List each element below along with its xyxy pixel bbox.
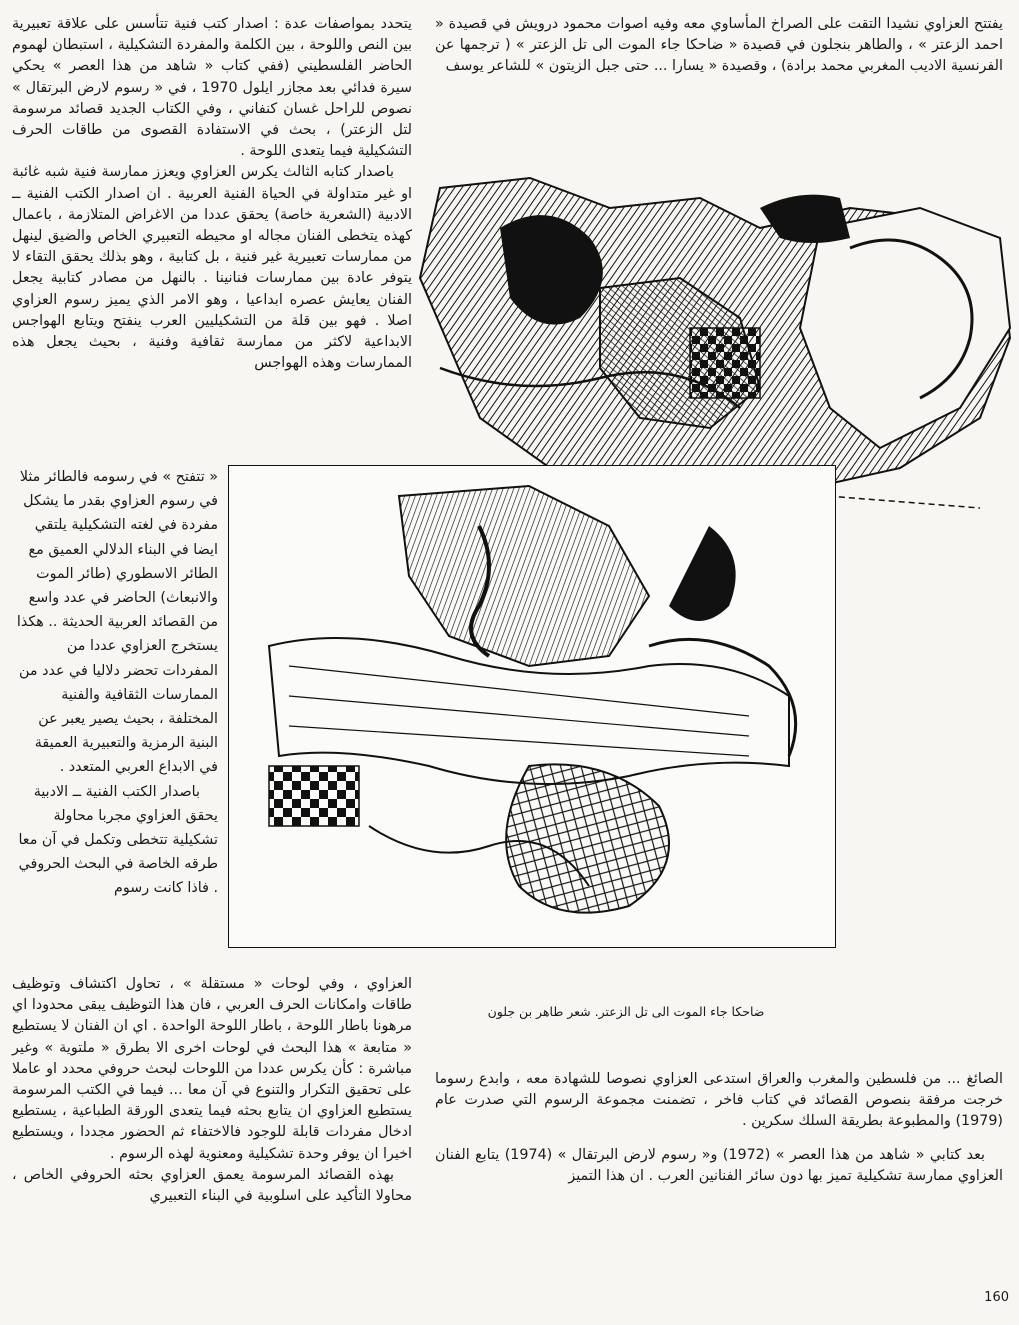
artwork-lower-drawing	[229, 466, 834, 946]
left-bottom-column	[12, 974, 412, 1207]
right-bottom-paragraph-2: بعد كتابي « شاهد من هذا العصر » (1972) و« رسوم لارض البرتقال » (1974) يتابع الفنان العزاوي ممارسة تشكيلية تميز بها دون سائر الفنانين العرب . ان هذا التميز	[435, 1146, 1003, 1184]
left-bottom-paragraph-2: بهذه القصائد المرسومة يعمق العزاوي بحثه الحروفي الخاص ، محاولا التأكيد على اسلوبية في البناء التعبيري	[12, 1166, 412, 1205]
left-bottom-paragraph-1: العزاوي ، وفي لوحات « مستقلة » ، تحاول اكتشاف وتوظيف طاقات وامكانات الحرف العربي ، فان هذا التوظيف يبقى محدودا اي مرهونا باطار اللوحة ، باطار اللوحة الواحدة . اي ان الفنان لا يستطيع « متابعة » هذا البحث في لوحات اخرى الا بطرق « ملتوية » وغير مباشرة : كأن يكرس عددا من اللوحات لبحث حروفي محدد او عاملا على تحقيق التكرار والتنوع في آن معا ... فيما في الكتب المرسومة يستطيع العزاوي ان يتابع بحثه فيما يتعدى الورقة الطباعية ، يستطيع ادخال مفردات قابلة للوجود فالاختفاء ثم الحضور مجددا ، ويستطيع اخيرا ان يوفر وحدة تشكيلية ومعنوية لهذه الرسوم .	[12, 976, 412, 1162]
left-narrow-paragraph-2: باصدار الكتب الفنية ــ الادبية يحقق العزاوي مجربا محاولة تشكيلية تتخطى وتكمل في آن معا طرقه الخاصة في البحث الحروفي . فاذا كانت رسوم	[18, 783, 218, 897]
right-bottom-paragraph-1: الصائغ ... من فلسطين والمغرب والعراق استدعى العزاوي نصوصا للشهادة معه ، وابدع رسوما خرجت مرفقة بنصوص القصائد في كتاب فاخر ، تضمنت مجموعة الرسوم التي صدرت عام (1979) والمطبوعة بطريقة السلك سكرين .	[435, 1071, 1003, 1130]
left-narrow-paragraph-1: « تتفتح » في رسومه فالطائر مثلا في رسوم العزاوي بقدر ما يشكل مفردة في لغته التشكيلية يلتقي ايضا في البناء الدلالي العميق مع الطائر الاسطوري (طائر الموت والانبعاث) الحاضر في عدد واسع من القصائد العربية الحديثة .. هكذا يستخرج العزاوي عددا من المفردات تحضر دلاليا في عدد من الممارسات الثقافية والفنية المختلفة ، بحيث يصير يعبر عن البنية الرمزية والتعبيرية العميقة في الابداع العربي المتعدد .	[16, 469, 218, 776]
right-bottom-column	[435, 1069, 1003, 1187]
left-top-column	[12, 14, 412, 374]
left-top-paragraph-1: يتحدد بمواصفات عدة : اصدار كتب فنية تتأسس على علاقة تعبيرية بين النص واللوحة ، بين الكلمة والمفردة التشكيلية ، استبطان لهموم الحاضر الفلسطيني (ففي كتاب « شاهد من هذا العصر » يحكي سيرة فدائي بعد مجازر ايلول 1970 ، في « رسوم لارض البرتقال » نصوص للراحل غسان كنفاني ، وفي الكتاب الجديد قصائد مرسومة لتل الزعتر) ، بحث في الاستفادة القصوى من طاقات الحرف التشكيلية فيما يتعدى اللوحة .	[12, 16, 413, 160]
artwork-frame	[228, 465, 836, 948]
left-top-paragraph-2: باصدار كتابه الثالث يكرس العزاوي ويعزز ممارسة فنية شبه غائبة او غير متداولة في الحياة الفنية العربية . ان اصدار الكتب الفنية ــ الادبية (الشعرية خاصة) يحقق عددا من الاغراض المتلازمة ، باعمال كهذه يتخطى الفنان مجاله او محيطه التعبيري الخاص والضيق لينهل من ممارسات تعبيرية غير فنية ، بل كتابية ، وهو بذلك يحقق التقاء لا يتوفر عادة بين ممارسات فنانينا . بالنهل من مصادر كتابية يجعل الفنان يعايش عصره ابداعيا ، وهو الامر الذي يميز رسوم العزاوي اصلا . فهو بين قلة من التشكيليين العرب ينفتح ويتابع الهواجس الابداعية لاكثر من ممارسة ثقافية وفنية ، بحيث يجعل هذه الممارسات وهذه الهواجس	[12, 164, 412, 372]
page-number: 160	[984, 1290, 1009, 1305]
top-right-column	[435, 14, 1003, 78]
top-right-paragraph: يفتتح العزاوي نشيدا التقت على الصراخ المأساوي معه وفيه اصوات محمود درويش في قصيدة « احمد الزعتر » ، والطاهر بنجلون في قصيدة « ضاحكا جاء الموت الى تل الزعتر » ( ترجمها عن الفرنسية الاديب المغربي محمد برادة) ، وقصيدة « يسارا ... حتى جبل الزيتون » للشاعر يوسف	[435, 16, 1003, 75]
left-narrow-column	[12, 465, 218, 901]
artwork-caption: ضاحكا جاء الموت الى تل الزعتر. شعر طاهر بن جلون	[487, 1004, 765, 1019]
